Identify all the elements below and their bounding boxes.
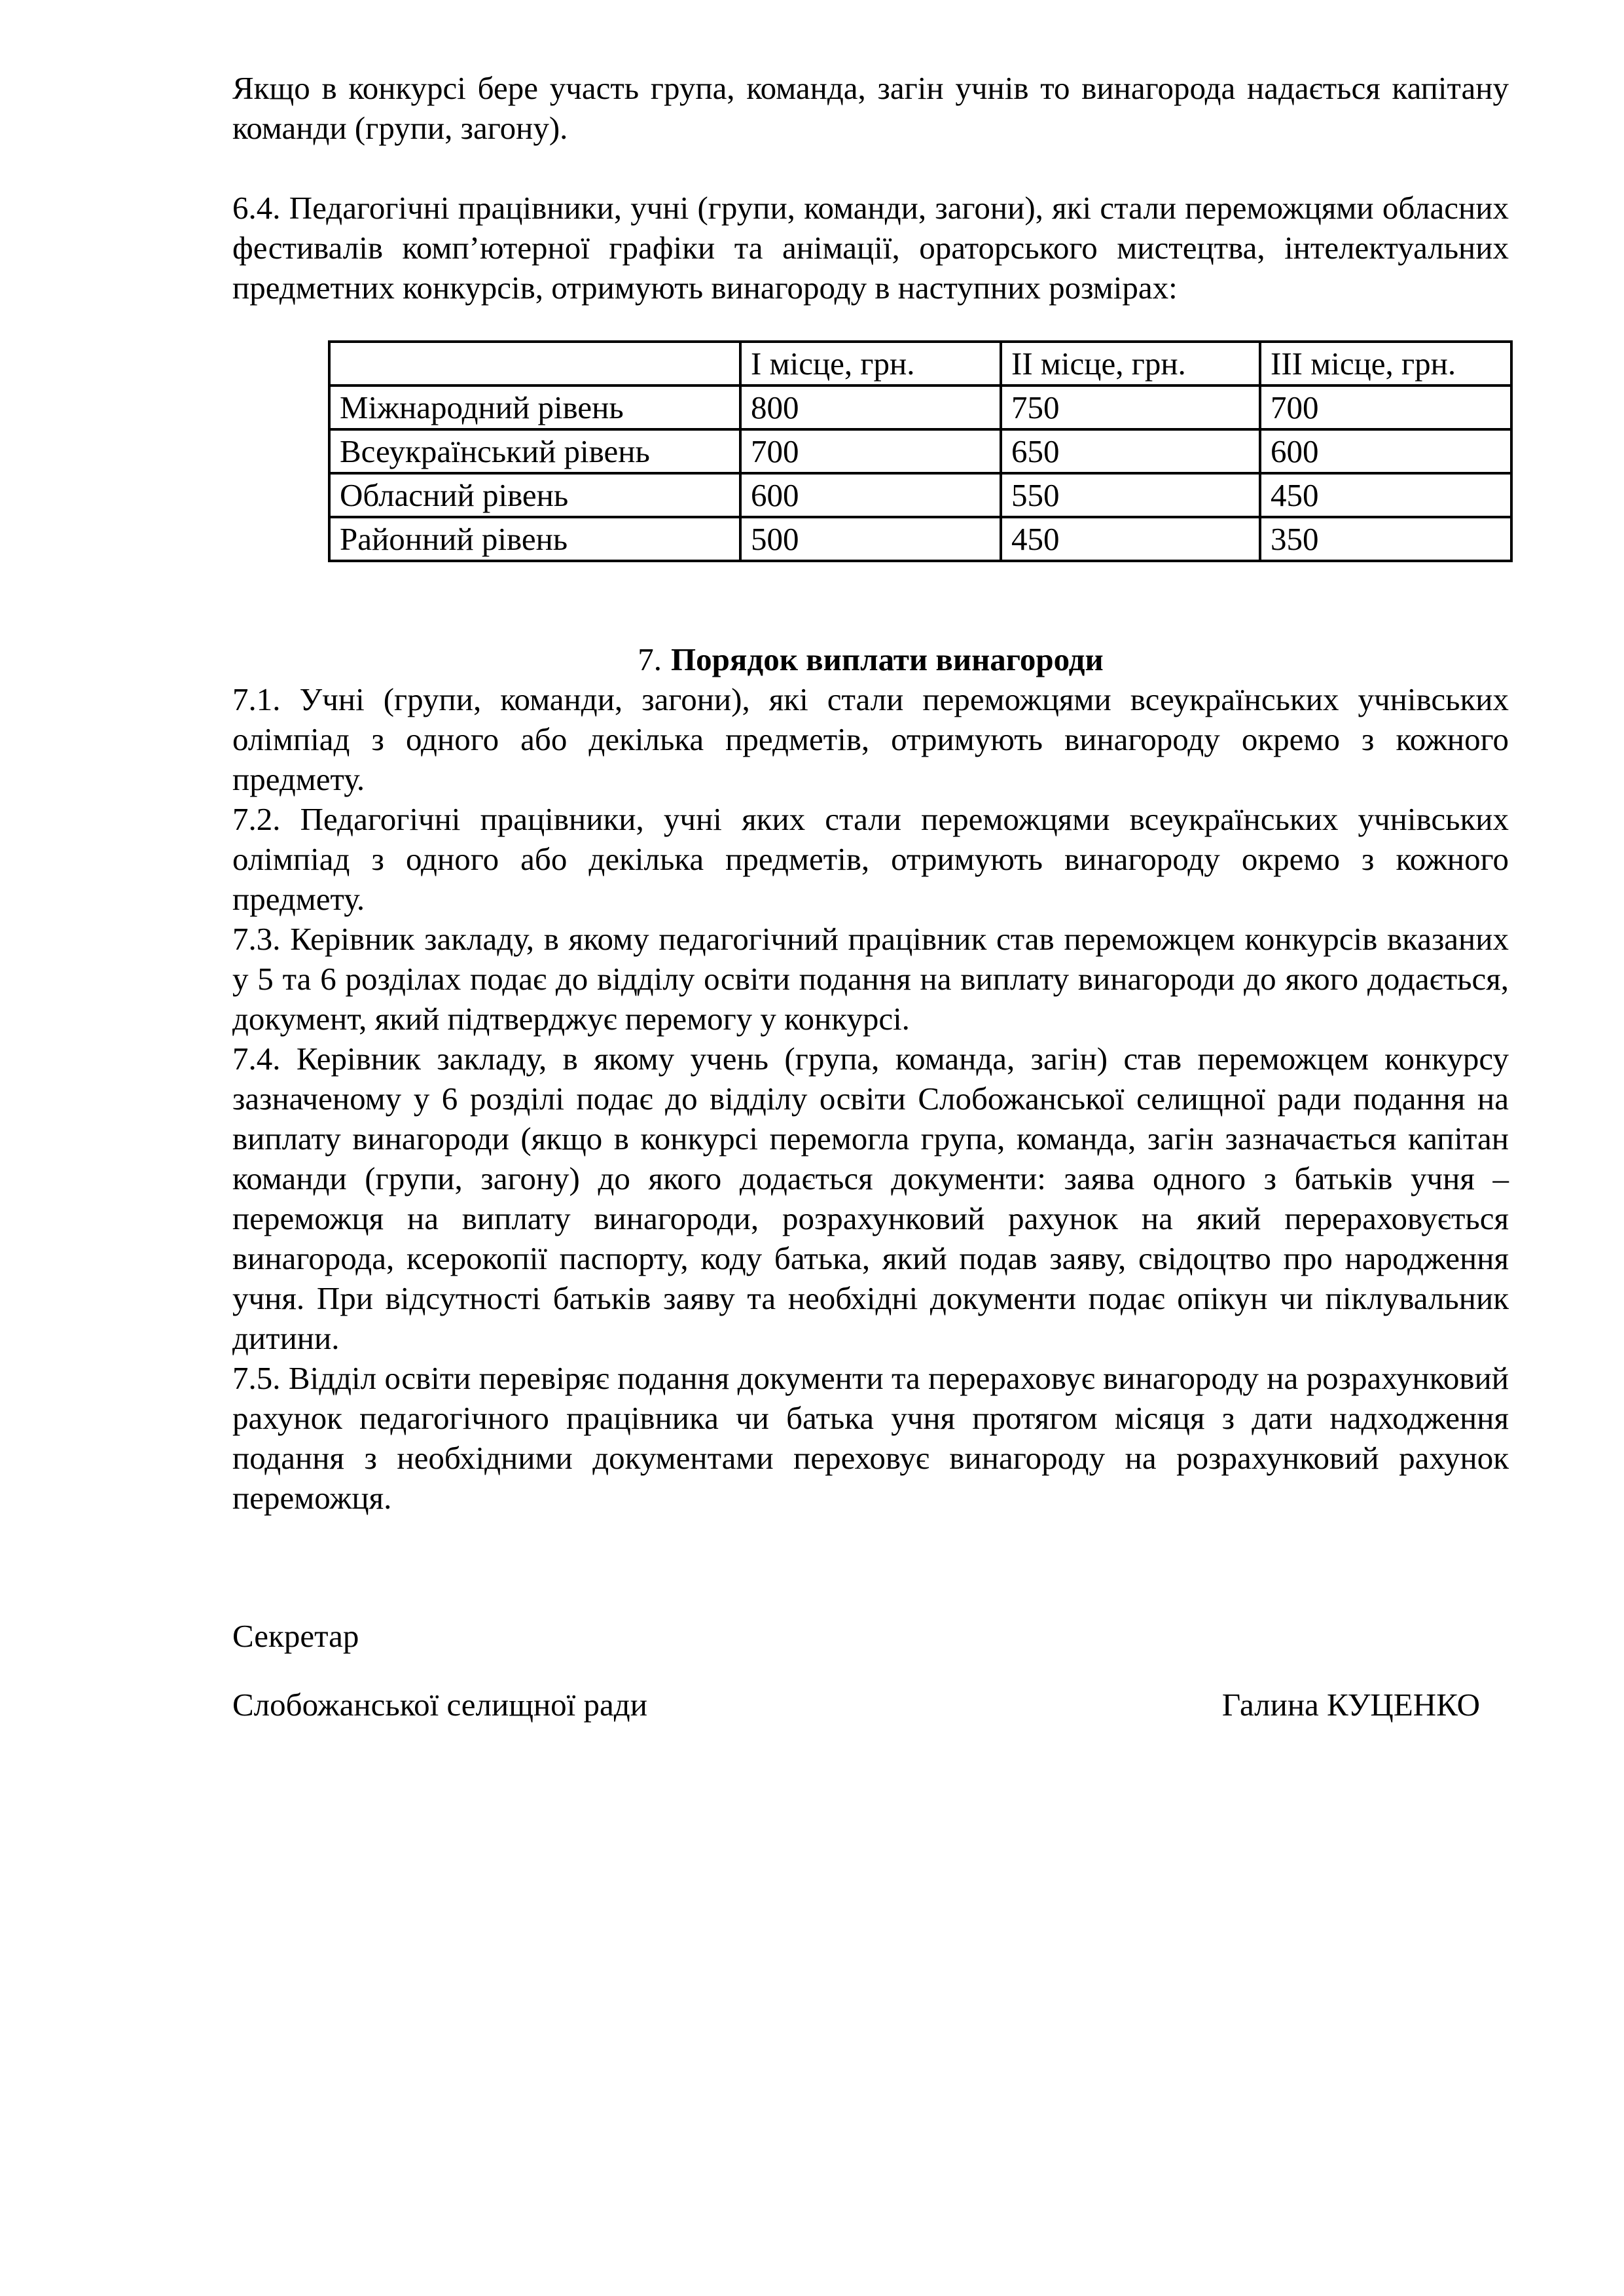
- paragraph-7-5: 7.5. Відділ освіти перевіряє подання документи та перераховує винагороду на розрахунковий рахунок педагогічного працівника чи батька учня протягом місяця з дати надходження подання з необхідними документами переховує винагороду на розрахунковий рахунок переможця.: [232, 1360, 1509, 1516]
- table-header-third-place: ІІІ місце, грн.: [1260, 342, 1511, 386]
- row-value-first: 600: [740, 473, 1001, 517]
- paragraph-6-4: 6.4. Педагогічні працівники, учні (групи, команди, загони), які стали переможцями обласних фестивалів комп’ютерної графіки та анімації, ораторського мистецтва, інтелектуальних предметних конкурсів, отримують винагороду в наступних розмірах:: [232, 190, 1509, 306]
- section-7-heading: [232, 639, 1509, 679]
- section-7-title: Порядок виплати винагороди: [671, 641, 1104, 677]
- signature-name: Галина КУЦЕНКО: [1221, 1687, 1480, 1723]
- table-row-raion: [329, 517, 1511, 561]
- row-label: Міжнародний рівень: [329, 386, 740, 429]
- reward-table: [328, 340, 1513, 562]
- paragraph-7-1: 7.1. Учні (групи, команди, загони), які стали переможцями всеукраїнських учнівських олімпіад з одного або декілька предметів, отримують винагороду окремо з кожного предмету.: [232, 681, 1509, 797]
- row-value-third: 450: [1260, 473, 1511, 517]
- signature-row: [232, 1685, 1509, 1725]
- table-header-empty-cell: [329, 342, 740, 386]
- row-value-third: 350: [1260, 517, 1511, 561]
- paragraph-7-4: 7.4. Керівник закладу, в якому учень (група, команда, загін) став переможцем конкурсу зазначеному у 6 розділі подає до відділу освіти Слобожанської селищної ради подання на виплату винагороди (якщо в конкурсі перемогла група, команда, загін зазначається капітан команди (групи, загону) до якого додається документи: заява одного з батьків учня – переможця на виплату винагороди, розрахунковий рахунок на який перераховується винагорода, ксерокопії паспорту, коду батька, який подав заяву, свідоцтво про народження учня. При відсутності батьків заяву та необхідні документи подає опікун чи піклувальник дитини.: [232, 1041, 1509, 1356]
- table-header-second-place: ІІ місце, грн.: [1001, 342, 1260, 386]
- table-row-international: [329, 386, 1511, 429]
- signature-role-line2: Слобожанської селищної ради: [232, 1687, 647, 1723]
- signature-block: [232, 1616, 1509, 1725]
- signature-role-line1: Секретар: [232, 1618, 359, 1654]
- row-value-third: 600: [1260, 429, 1511, 473]
- table-row-allukrainian: [329, 429, 1511, 473]
- paragraph-7-3: 7.3. Керівник закладу, в якому педагогічний працівник став переможцем конкурсів вказаних у 5 та 6 розділах подає до відділу освіти подання на виплату винагороди до якого додається, документ, який підтверджує перемогу у конкурсі.: [232, 921, 1509, 1037]
- row-value-second: 550: [1001, 473, 1260, 517]
- row-value-second: 750: [1001, 386, 1260, 429]
- section-7-number: 7.: [638, 641, 662, 677]
- paragraph-7-2: 7.2. Педагогічні працівники, учні яких стали переможцями всеукраїнських учнівських олімпіад з одного або декілька предметів, отримують винагороду окремо з кожного предмету.: [232, 801, 1509, 917]
- row-value-first: 500: [740, 517, 1001, 561]
- row-value-third: 700: [1260, 386, 1511, 429]
- row-label: Обласний рівень: [329, 473, 740, 517]
- table-header-row: [329, 342, 1511, 386]
- row-label: Всеукраїнський рівень: [329, 429, 740, 473]
- row-value-first: 800: [740, 386, 1001, 429]
- row-value-second: 650: [1001, 429, 1260, 473]
- row-label: Районний рівень: [329, 517, 740, 561]
- row-value-first: 700: [740, 429, 1001, 473]
- row-value-second: 450: [1001, 517, 1260, 561]
- table-row-oblast: [329, 473, 1511, 517]
- table-header-first-place: І місце, грн.: [740, 342, 1001, 386]
- intro-paragraph: Якщо в конкурсі бере участь група, команда, загін учнів то винагорода надається капітану команди (групи, загону).: [232, 70, 1509, 146]
